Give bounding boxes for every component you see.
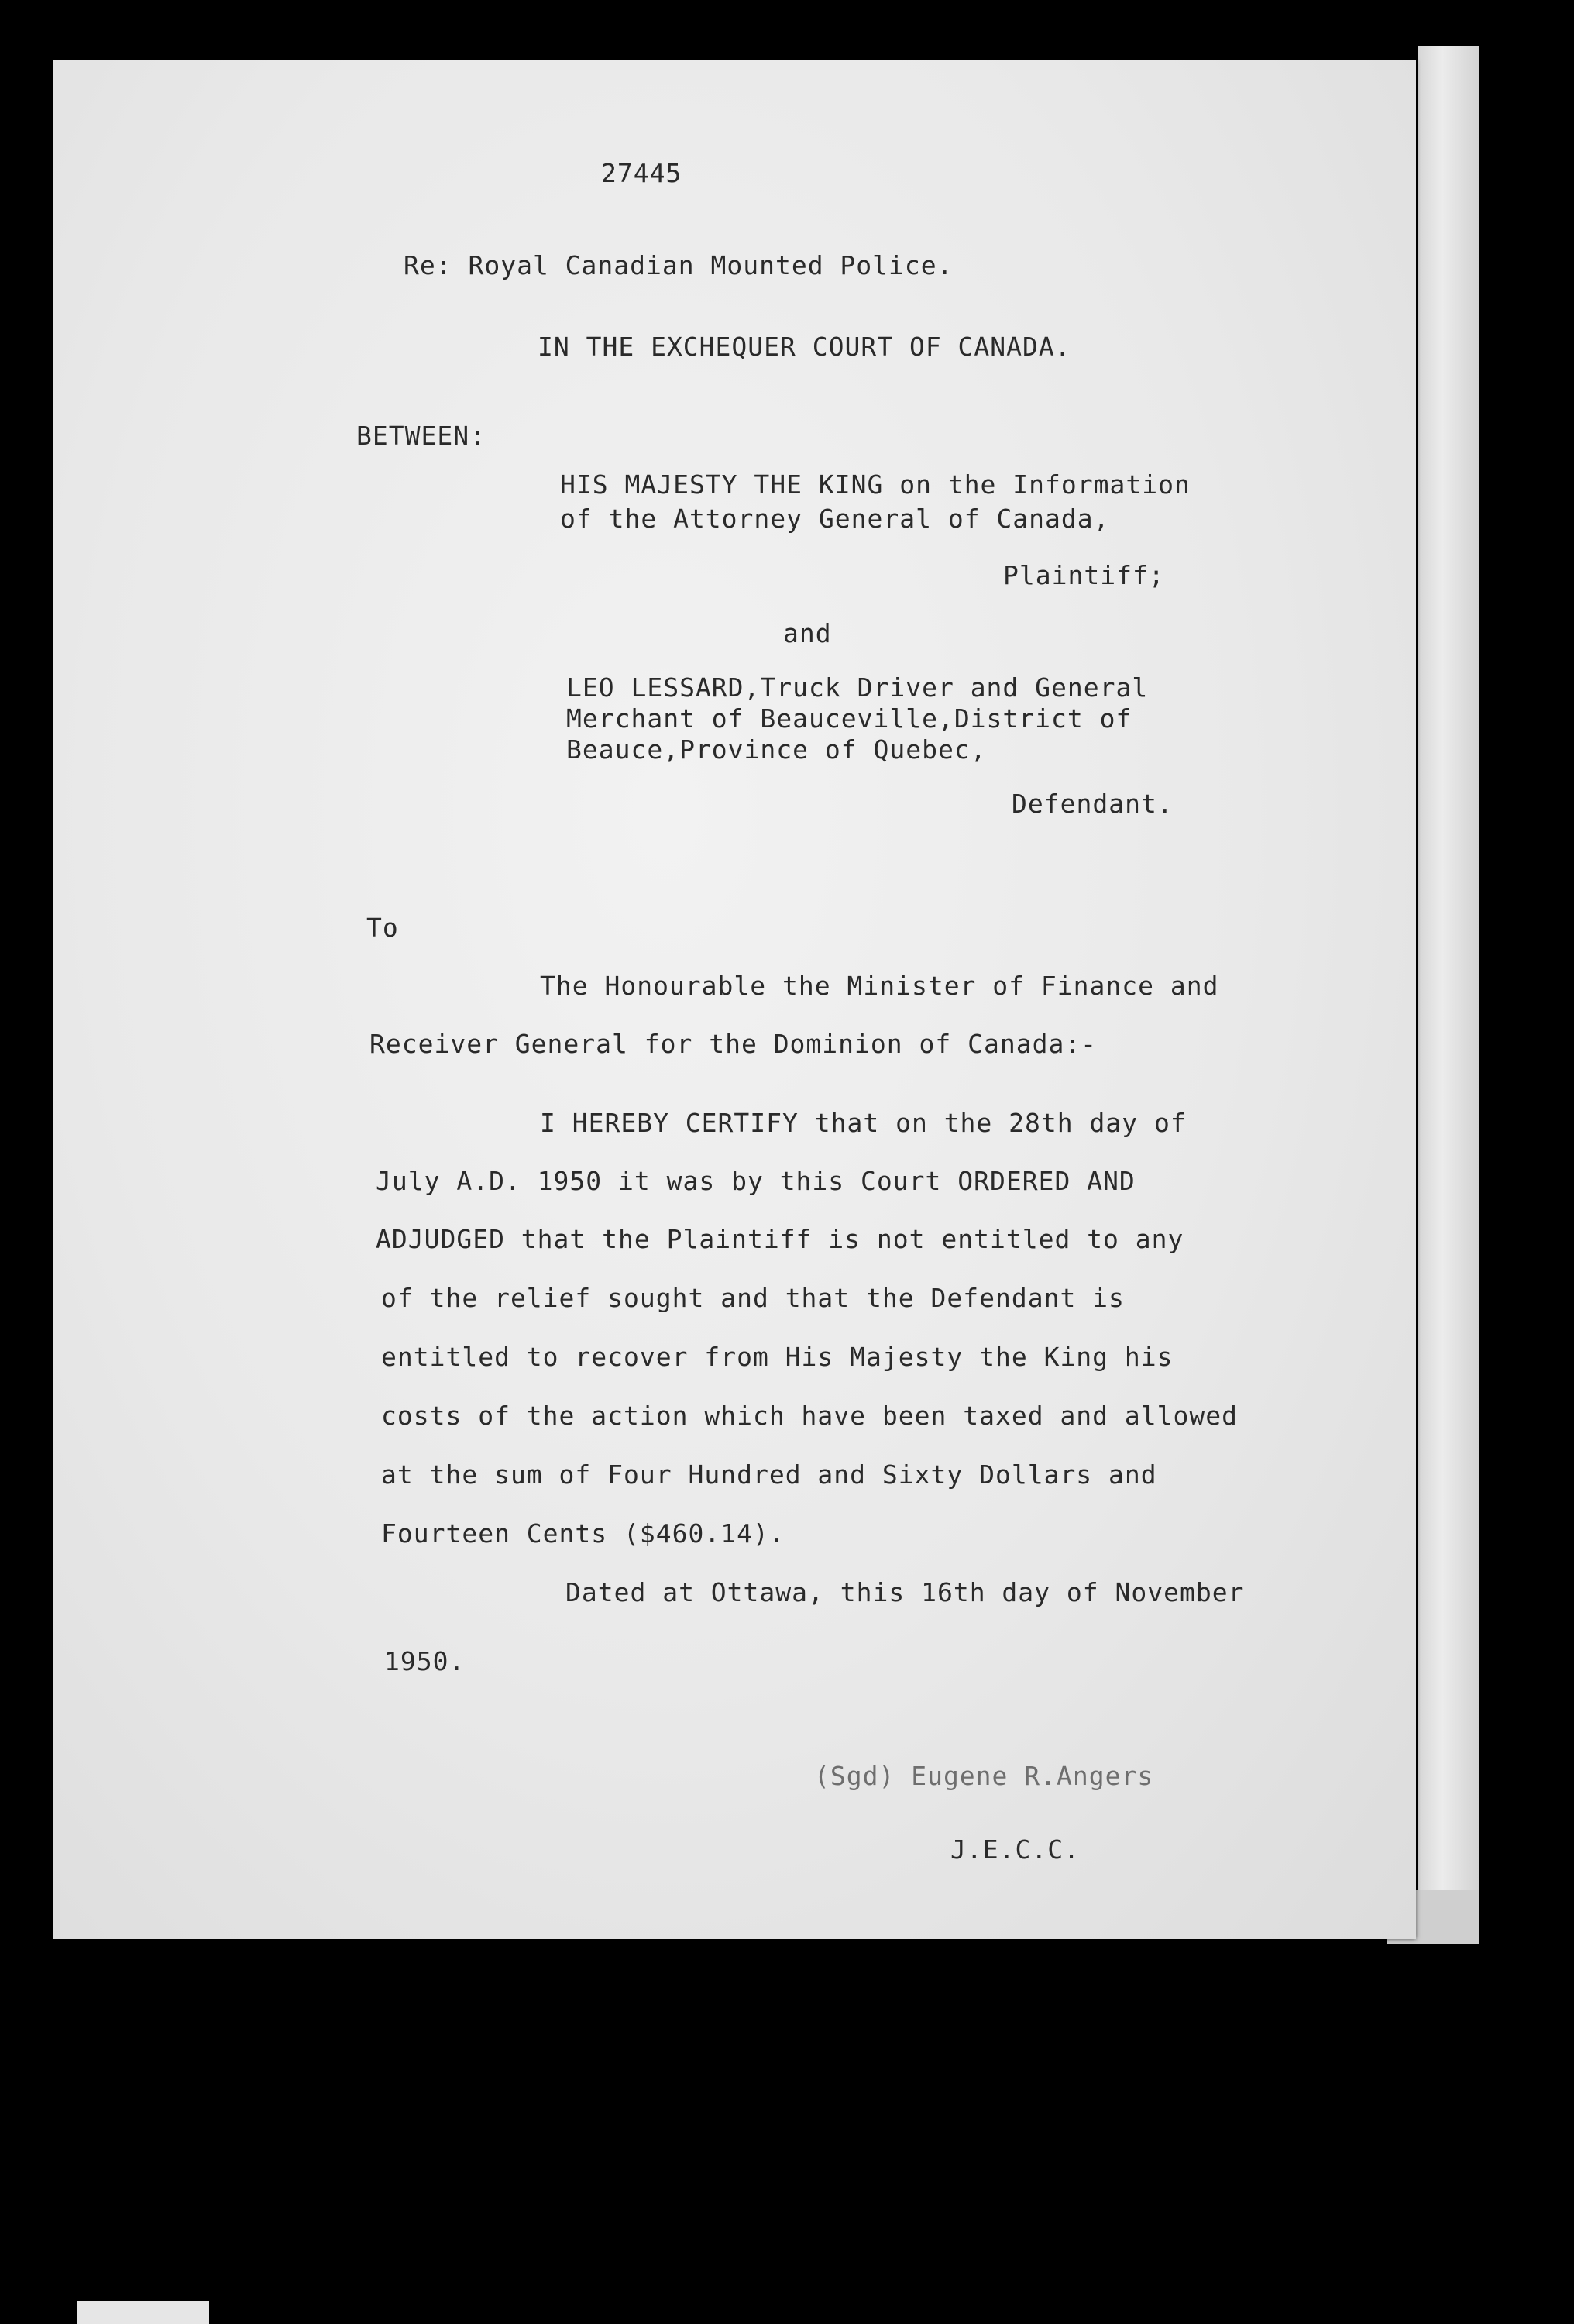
signature: (Sgd) Eugene R.Angers bbox=[814, 1761, 1154, 1791]
plaintiff-role: Plaintiff; bbox=[1003, 560, 1165, 590]
court-heading: IN THE EXCHEQUER COURT OF CANADA. bbox=[538, 332, 1071, 362]
to-label: To bbox=[366, 913, 399, 943]
file-number: 27445 bbox=[601, 158, 682, 188]
and-separator: and bbox=[783, 618, 832, 648]
defendant-line-3: Beauce,Province of Quebec, bbox=[566, 734, 987, 765]
body-line-2: July A.D. 1950 it was by this Court ORDERED AND bbox=[376, 1166, 1136, 1196]
underlying-sheet bbox=[1418, 46, 1479, 1937]
body-line-5: entitled to recover from His Majesty the King his bbox=[381, 1342, 1174, 1372]
body-line-1: I HEREBY CERTIFY that on the 28th day of bbox=[540, 1108, 1187, 1138]
re-line: Re: Royal Canadian Mounted Police. bbox=[404, 250, 954, 280]
defendant-line-2: Merchant of Beauceville,District of bbox=[566, 703, 1132, 734]
body-line-3: ADJUDGED that the Plaintiff is not entitled to any bbox=[376, 1224, 1184, 1254]
bottom-tab bbox=[77, 2301, 209, 2324]
between-label: BETWEEN: bbox=[356, 421, 486, 451]
dated-line: Dated at Ottawa, this 16th day of November bbox=[565, 1577, 1245, 1607]
defendant-line-1: LEO LESSARD,Truck Driver and General bbox=[566, 672, 1149, 703]
body-line-7: at the sum of Four Hundred and Sixty Dollars and bbox=[381, 1459, 1157, 1490]
addressee-line-2: Receiver General for the Dominion of Canada:- bbox=[369, 1029, 1098, 1059]
dated-year: 1950. bbox=[384, 1646, 466, 1676]
plaintiff-line-2: of the Attorney General of Canada, bbox=[560, 504, 1110, 534]
document-sheet bbox=[53, 60, 1416, 1939]
defendant-role: Defendant. bbox=[1012, 789, 1174, 819]
body-line-8: Fourteen Cents ($460.14). bbox=[381, 1518, 785, 1549]
signature-title: J.E.C.C. bbox=[950, 1834, 1080, 1865]
plaintiff-line-1: HIS MAJESTY THE KING on the Information bbox=[560, 469, 1191, 500]
addressee-line-1: The Honourable the Minister of Finance and bbox=[540, 971, 1219, 1001]
body-line-6: costs of the action which have been taxed and allowed bbox=[381, 1401, 1238, 1431]
body-line-4: of the relief sought and that the Defendant is bbox=[381, 1283, 1125, 1313]
